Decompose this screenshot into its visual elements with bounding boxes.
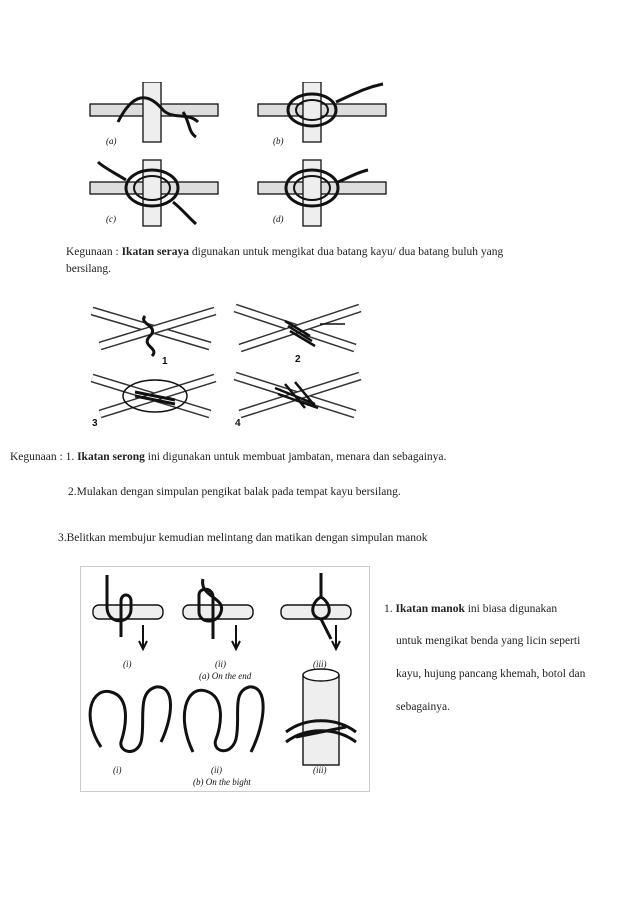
step-4 xyxy=(235,376,360,414)
manok-bight-ii xyxy=(184,687,263,752)
ikatan-serong-illustration xyxy=(90,296,368,428)
label-end-ii: (ii) xyxy=(215,659,226,669)
term-ikatan-seraya: Ikatan seraya xyxy=(121,246,189,258)
caption-on-the-bight: (b) On the bight xyxy=(193,777,251,787)
label-end-iii: (iii) xyxy=(313,659,327,669)
step-3 xyxy=(92,378,215,414)
step-2 xyxy=(235,308,360,348)
manok-end-i xyxy=(93,575,163,649)
label-end-i: (i) xyxy=(123,659,132,669)
ikatan-seraya-illustration xyxy=(88,82,388,232)
term-ikatan-serong: Ikatan serong xyxy=(77,451,145,463)
ikatan-manok-illustration xyxy=(81,567,369,791)
manok-end-iii xyxy=(281,573,351,649)
label-b: (b) xyxy=(273,136,284,146)
step-label-2: 2 xyxy=(295,354,301,365)
term-ikatan-manok: Ikatan manok xyxy=(395,603,465,615)
seraya-paragraph: Kegunaan : Ikatan seraya digunakan untuk mengikat dua batang kayu/ dua batang buluh yang bersilang. xyxy=(66,246,504,276)
manok-line-2: untuk mengikat benda yang licin seperti xyxy=(396,635,581,647)
panel-a xyxy=(90,82,218,142)
panel-b xyxy=(258,82,386,142)
step-label-3: 3 xyxy=(92,418,98,428)
step-1 xyxy=(92,311,215,356)
caption-on-the-end: (a) On the end xyxy=(199,671,252,681)
figure-ikatan-manok xyxy=(80,566,370,792)
manok-end-ii xyxy=(183,579,253,649)
label-a: (a) xyxy=(106,136,117,146)
label-bight-iii: (iii) xyxy=(313,765,327,775)
label-c: (c) xyxy=(106,214,116,224)
label-d: (d) xyxy=(273,214,284,224)
figure-ikatan-serong xyxy=(90,296,368,428)
figure-ikatan-seraya xyxy=(88,82,388,232)
serong-point-2: 2.Mulakan dengan simpulan pengikat balak pada tempat kayu bersilang. xyxy=(68,486,401,498)
label-bight-i: (i) xyxy=(113,765,122,775)
manok-bight-iii xyxy=(286,669,356,765)
manok-line-4: sebagainya. xyxy=(396,701,450,713)
manok-line-3: kayu, hujung pancang khemah, botol dan xyxy=(396,668,586,680)
serong-point-3: 3.Belitkan membujur kemudian melintang dan matikan dengan simpulan manok xyxy=(58,532,428,544)
manok-bight-i xyxy=(90,687,170,752)
step-label-4: 4 xyxy=(235,418,241,428)
step-label-1: 1 xyxy=(162,356,168,367)
serong-paragraph: Kegunaan : 1. Ikatan serong ini digunakan untuk membuat jambatan, menara dan sebagainya. xyxy=(10,451,447,463)
label-bight-ii: (ii) xyxy=(211,765,222,775)
manok-paragraph: 1. Ikatan manok ini biasa digunakan xyxy=(384,603,558,615)
